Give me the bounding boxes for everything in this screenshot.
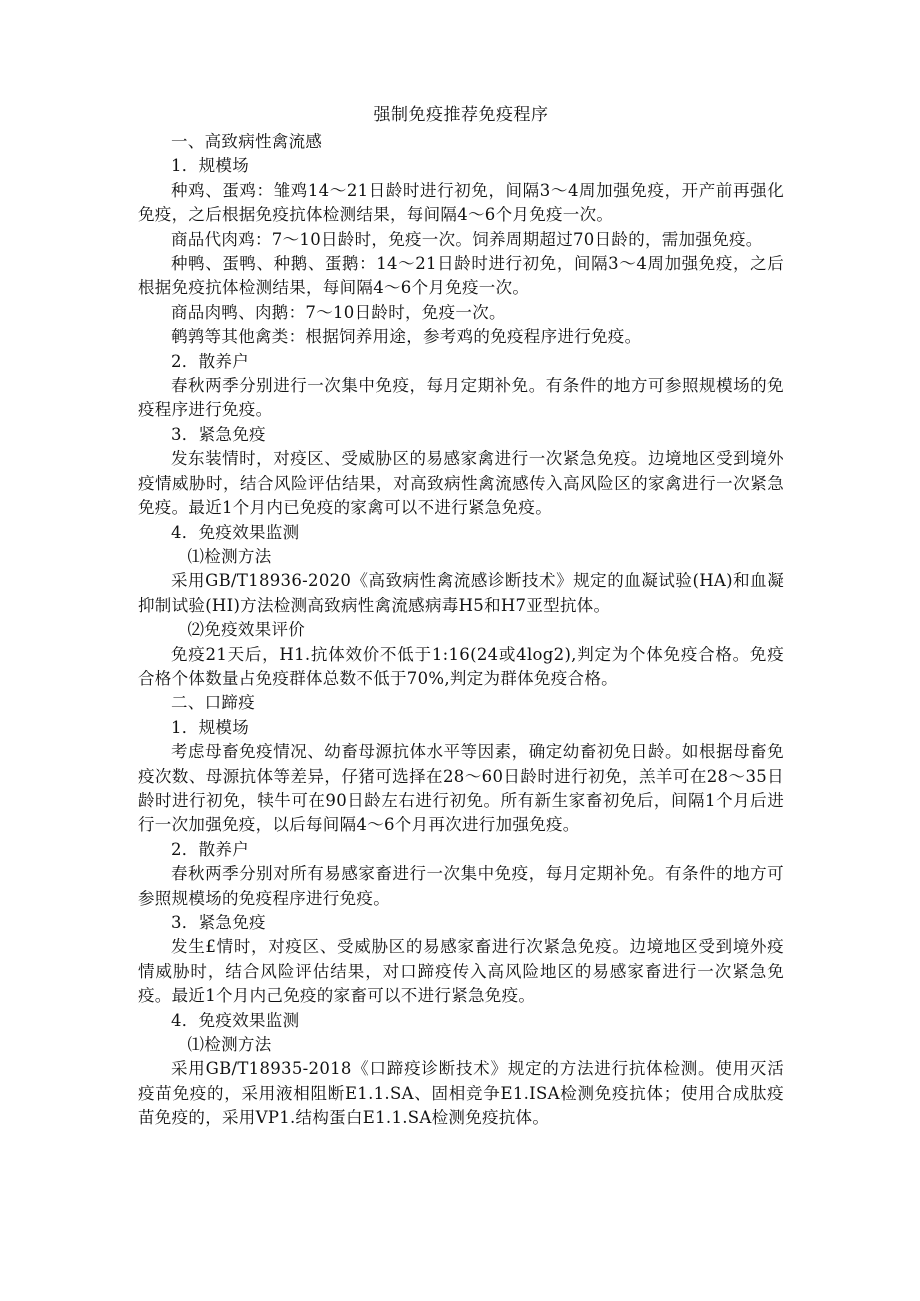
body-paragraph: 春秋两季分别进行一次集中免疫，每月定期补免。有条件的地方可参照规模场的免疫程序进行免疫。 <box>138 376 784 420</box>
sub-subsection-heading: ⑴检测方法 <box>187 546 272 566</box>
body-paragraph: 鹌鹑等其他禽类：根据饲养用途，参考鸡的免疫程序进行免疫。 <box>171 327 642 347</box>
subsection-heading: 3．紧急免疫 <box>171 424 266 444</box>
body-paragraph: 采用GB/T18935-2018《口蹄疫诊断技术》规定的方法进行抗体检测。使用灭活疫苗免疫的，采用液相阻断E1.1.SA、固相竞争E1.ISA检测免疫抗体；使用合成肽疫苗免疫的，采用VP1.结构蛋白E1.1.SA检测免疫抗体。 <box>138 1059 784 1128</box>
body-paragraph: 种鸡、蛋鸡：雏鸡14～21日龄时进行初免，间隔3～4周加强免疫，开产前再强化免疫，之后根据免疫抗体检测结果，每间隔4～6个月免疫一次。 <box>138 180 784 225</box>
sub-subsection-heading: ⑵免疫效果评价 <box>187 620 306 640</box>
subsection-heading: 4．免疫效果监测 <box>171 1010 300 1030</box>
body-paragraph: 春秋两季分别对所有易感家畜进行一次集中免疫，每月定期补免。有条件的地方可参照规模场的免疫程序进行免疫。 <box>138 864 784 908</box>
body-paragraph: 商品代肉鸡：7～10日龄时，免疫一次。饲养周期超过70日龄的，需加强免疫。 <box>171 229 763 249</box>
subsection-heading: 2．散养户 <box>171 839 249 859</box>
body-paragraph: 种鸭、蛋鸭、种鹅、蛋鹅：14～21日龄时进行初免，间隔3～4周加强免疫，之后根据免疫抗体检测结果，每间隔4～6个月免疫一次。 <box>138 254 784 298</box>
subsection-heading: 1．规模场 <box>171 717 249 737</box>
page-title: 强制免疫推荐免疫程序 <box>373 105 549 125</box>
document-page <box>138 103 784 1131</box>
body-paragraph: 免疫21天后，H1.抗体效价不低于1:16(24或4log2),判定为个体免疫合格。免疫合格个体数量占免疫群体总数不低于70%,判定为群体免疫合格。 <box>138 644 784 688</box>
section-heading: 一、高致病性禽流感 <box>171 132 323 151</box>
subsection-heading: 2．散养户 <box>171 351 249 371</box>
body-paragraph: 发东装情时，对疫区、受威胁区的易感家禽进行一次紧急免疫。边境地区受到境外疫情威胁时，结合风险评估结果，对高致病性禽流感传入高风险区的家禽进行一次紧急免疫。最近1个月内已免疫的家禽可以不进行紧急免疫。 <box>138 449 784 518</box>
subsection-heading: 1．规模场 <box>171 156 249 176</box>
body-paragraph: 商品肉鸭、肉鹅：7～10日龄时，免疫一次。 <box>171 302 506 322</box>
body-paragraph: 发生£情时，对疫区、受威胁区的易感家畜进行次紧急免疫。边境地区受到境外疫情威胁时，结合风险评估结果，对口蹄疫传入高风险地区的易感家畜进行一次紧急免疫。最近1个月内己免疫的家畜可以不进行紧急免疫。 <box>138 937 784 1006</box>
body-paragraph: 考虑母畜免疫情况、幼畜母源抗体水平等因素，确定幼畜初免日龄。如根据母畜免疫次数、母源抗体等差异，仔猪可选择在28～60日龄时进行初免，羔羊可在28～35日龄时进行初免，犊牛可在90日龄左右进行初免。所有新生家畜初免后，间隔1个月后进行一次加强免疫，以后每间隔4～6个月再次进行加强免疫。 <box>138 742 784 835</box>
sub-subsection-heading: ⑴检测方法 <box>187 1035 272 1055</box>
body-paragraph: 采用GB/T18936-2020《高致病性禽流感诊断技术》规定的血凝试验(HA)和血凝抑制试验(HI)方法检测高致病性禽流感病毒H5和H7亚型抗体。 <box>138 571 784 615</box>
section-heading: 二、口蹄疫 <box>171 693 255 713</box>
subsection-heading: 4．免疫效果监测 <box>171 522 300 542</box>
subsection-heading: 3．紧急免疫 <box>171 913 266 932</box>
